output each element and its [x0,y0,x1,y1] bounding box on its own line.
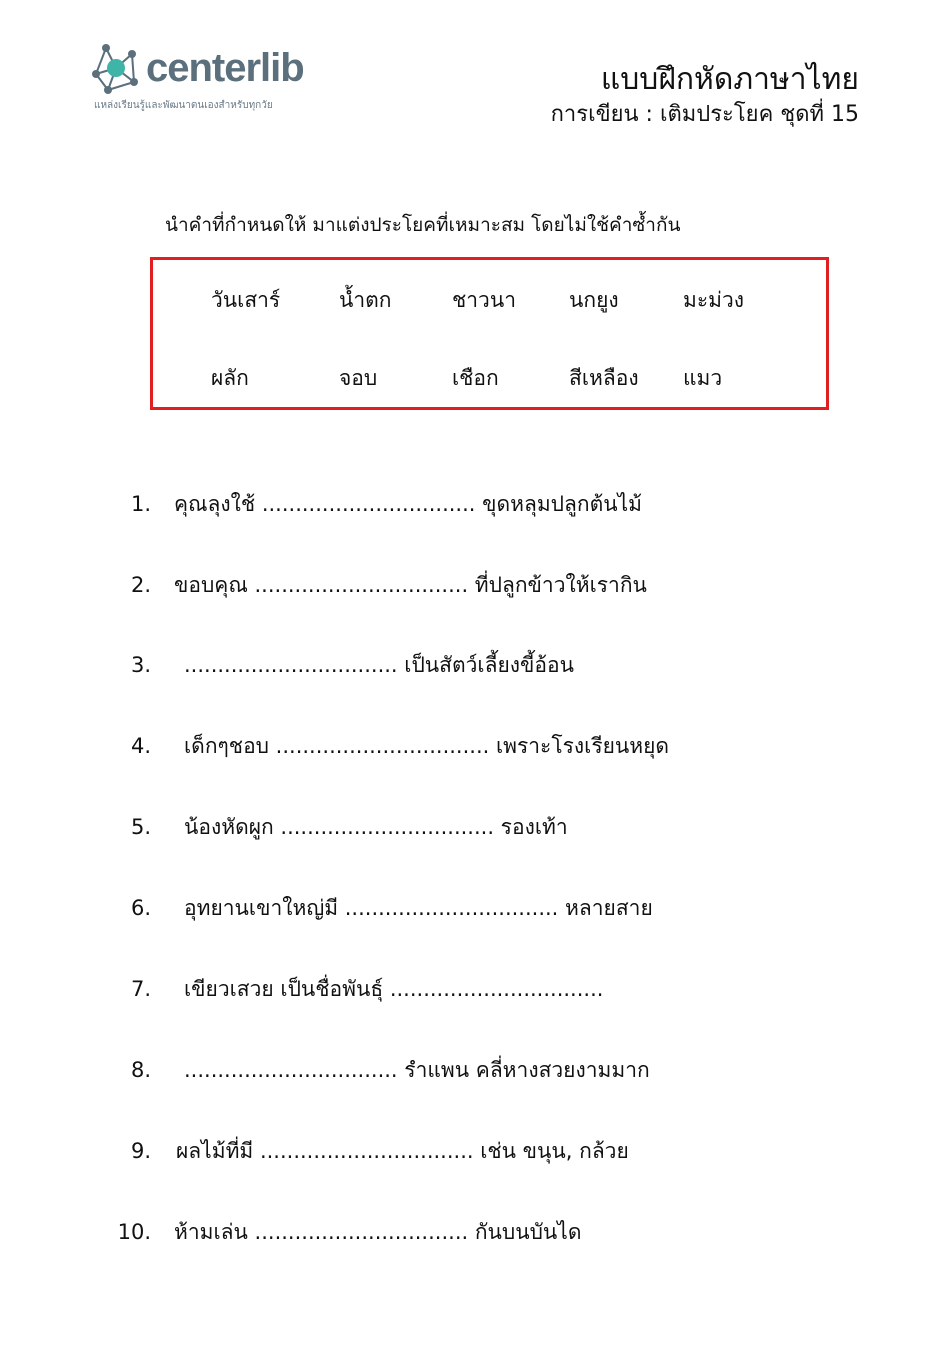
word-bank-item: นกยูง [569,288,619,312]
question-item [0,726,951,766]
question-item [0,484,951,524]
question-item [0,807,951,847]
question-text: น้องหัดผูก ................................ รองเท้า [184,815,568,839]
question-number: 7. [130,977,151,1001]
question-text: ................................ เป็นสัตว์เลี้ยงขี้อ้อน [184,653,574,677]
question-item [0,1131,951,1171]
word-bank-item: สีเหลือง [569,366,639,390]
network-dots-icon [92,42,140,94]
question-number: 9. [130,1139,151,1163]
question-text: ห้ามเล่น ................................ กันบนบันได [174,1220,582,1244]
worksheet-title: แบบฝึกหัดภาษาไทย [600,62,859,97]
word-bank-item: จอบ [339,366,378,390]
question-text: ................................ รำแพน คลี่หางสวยงามมาก [184,1058,650,1082]
question-number: 4. [130,734,151,758]
word-bank-item: น้ำตก [339,288,392,312]
question-item [0,1050,951,1090]
question-text: ขอบคุณ ................................ ที่ปลูกข้าวให้เรากิน [174,573,647,597]
question-item [0,645,951,685]
question-number: 3. [130,653,151,677]
question-number: 5. [130,815,151,839]
question-text: คุณลุงใช้ ................................ ขุดหลุมปลูกต้นไม้ [174,492,642,516]
question-number: 6. [130,896,151,920]
question-text: ผลไม้ที่มี ................................ เช่น ขนุน, กล้วย [176,1139,629,1163]
worksheet-subtitle: การเขียน : เติมประโยค ชุดที่ 15 [550,102,859,127]
question-number: 2. [130,573,151,597]
question-item [0,888,951,928]
brand-name: centerlib [146,46,304,90]
question-number: 10. [117,1220,151,1244]
question-item [0,565,951,605]
word-bank-box [150,257,829,410]
brand-logo [92,40,352,120]
question-text: เขียวเสวย เป็นชื่อพันธุ์ ................................ [184,977,604,1001]
brand-tagline: แหล่งเรียนรู้และพัฒนาตนเองสำหรับทุกวัย [94,100,273,111]
question-number: 1. [130,492,151,516]
word-bank-item: ชาวนา [452,288,516,312]
word-bank-item: วันเสาร์ [211,288,281,312]
question-text: อุทยานเขาใหญ่มี ................................ หลายสาย [184,896,653,920]
question-item [0,969,951,1009]
instruction-text: นำคำที่กำหนดให้ มาแต่งประโยคที่เหมาะสม โดยไม่ใช้คำซ้ำกัน [165,214,681,236]
word-bank-item: ผลัก [211,366,249,390]
word-bank-item: แมว [683,366,723,390]
question-number: 8. [130,1058,151,1082]
question-text: เด็กๆชอบ ................................ เพราะโรงเรียนหยุด [184,734,670,758]
word-bank-item: มะม่วง [683,288,745,312]
word-bank-item: เชือก [452,366,499,390]
question-item [0,1212,951,1252]
